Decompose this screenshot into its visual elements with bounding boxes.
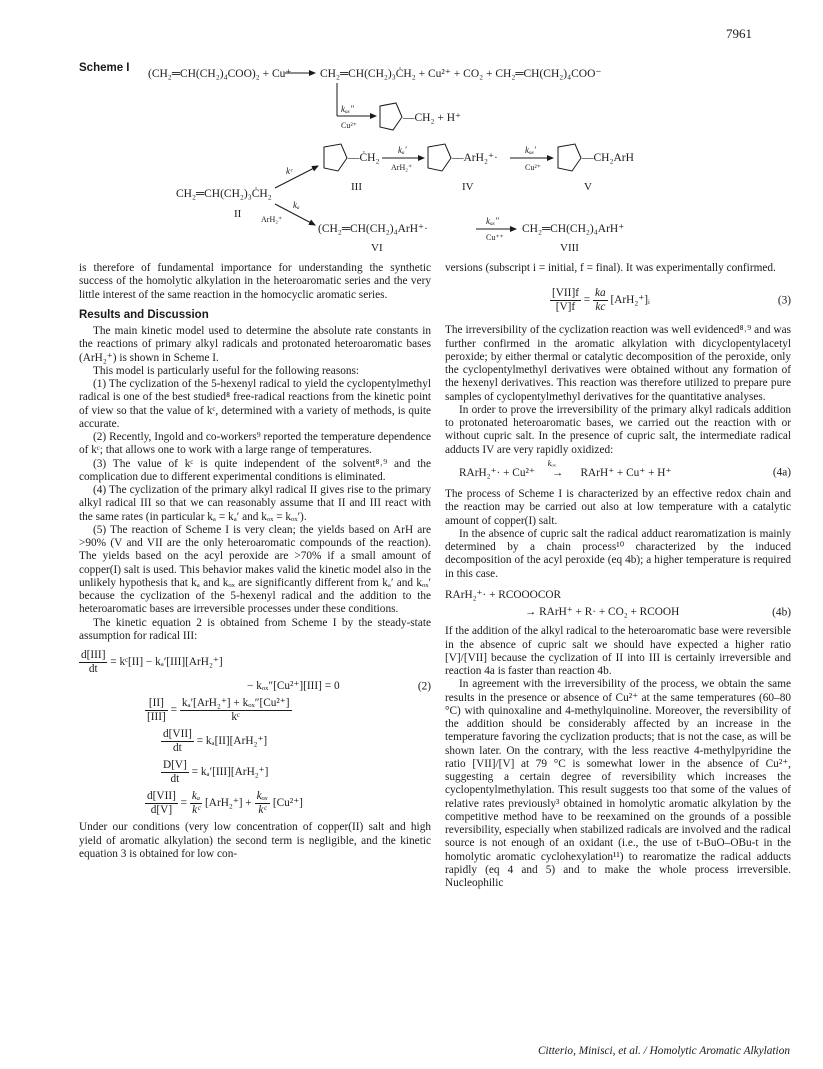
kc-label: kᶜ [286,166,293,176]
kox-prime-label: kₒₓ′ [525,145,537,155]
ka-prime-label: kₐ′ [398,145,407,155]
equation-number: (4b) [772,606,791,618]
paragraph: In agreement with the irreversibility of the process, we obtain the same results in the presence or absence of Cu²⁺ at the same temperatures (60–80 °C) with quinoxaline and 4-methylquinoline. Moreover, the reversibility of the addition should be considerably affected by an increase in the temperature favoring the cyclization products; that is not the case, as will be shown later. On the contrary, with the less reactive 4-methylpyridine the ratio [VII]/[V] at 79 °C is somewhat lower in the absence of Cu²⁺, suggesting a certain degree of reversibility which increases the cyclopentylmethylation. This result suggests too that some of the values of relative rates previously³ obtained in homolytic aromatic alkylation by the competitive method have to be reexamined on the grounds of a possible reversibility, especially when stabilized radicals are involved and the radical source is not enough of an oxidant (i.e., the use of t-BuO–OBu-t in the homolytic aromatic cyclohexylation¹¹) to rearomatize the radical adducts rapidly (eq 4 and 5) and to make the whole process irreversible. Nucleophilic [445,678,791,889]
scheme-i-diagram [0,0,823,260]
arrow-kc [275,166,318,188]
cyclopentane-ring-icon [428,144,451,171]
equation-4b-line2: → RArH⁺ + R· + CO₂ + RCOOH (4b) [525,606,791,618]
cyclopentane-ring-icon [558,144,581,171]
arh2-label-2: ArH₂⁺ [261,215,283,224]
paragraph: Under our conditions (very low concentration of copper(II) salt and high yield of aromatic alkylation) the second term is negligible, and the kinetic equation 3 is obtained for low con- [79,821,431,860]
running-footer: Citterio, Minisci, et al. / Homolytic Aromatic Alkylation [537,1045,790,1057]
paragraph: This model is particularly useful for the following reasons: [93,364,360,377]
cupp-label: Cu⁺⁺ [486,233,504,242]
equation-2a: $\frac{\text{d[III]}}{dt}$ = kᶜ[II] − kₐ′[III][ArH₂⁺] [81,649,223,675]
ch2-h-product: —CH₂ + H⁺ [403,112,462,124]
equation-3: $\frac{\text{[VII]f}}{[V]f}$ = $\frac{ka}{kc}$ [ArH₂⁺]ᵢ (3) [552,287,791,314]
label-iii: III [351,181,362,193]
label-vi: VI [371,242,383,254]
paragraph: is therefore of fundamental importance for understanding the synthetic success of the homolytic alkylation in the heteroaromatic series and the very little interest of the same reaction in the homocyclic aromatic series. [79,262,431,301]
ka-label: kₐ [293,200,300,210]
equation-number: (2) [417,680,431,692]
paragraph: The main kinetic model used to determine the absolute rate constants in the reactions of primary alkyl radicals and protonated heteroaromatic bases (ArH₂⁺) is shown in Scheme I. [79,325,431,364]
cu2-label-2: Cu²⁺ [525,163,541,172]
list-item: (2) Recently, Ingold and co-workers⁹ reported the temperature dependence of kᶜ; that allows one to work with a large range of temperatures. [79,431,431,457]
equation-2b: − kₒₓ″[Cu²⁺][III] = 0 (2) [247,680,431,692]
paragraph: If the addition of the alkyl radical to the heteroaromatic base were reversible in the absence of cupric salt we should have expected a higher ratio [V]/[VII] because the cyclization of II into III is certainly irreversible and reaction 4a is faster than reaction 4b. [445,625,791,677]
products-row1: CH₂═CH(CH₂)₃ĊH₂ + Cu²⁺ + CO₂ + CH₂═CH(CH₂)₄COO⁻ [320,68,602,80]
list-item: (4) The cyclization of the primary alkyl radical II gives rise to the primary alkyl radical III so that we can reasonably assume that II and III react with the same rates (in particular kₐ = kₐ′ and kₒₓ = kₒₓ′). [79,484,431,523]
equation-2e: $\frac{D[V]}{dt}$ = kₐ′[III][ArH₂⁺] [163,759,269,786]
left-column [79,262,431,861]
equation-number: (4a) [772,466,791,479]
label-iv: IV [462,181,474,193]
product-viii: CH₂═CH(CH₂)₄ArH⁺ [522,223,625,235]
label-v: V [584,181,592,193]
kox-double-prime-label: kₒₓ″ [341,104,354,114]
label-viii: VIII [560,242,579,254]
equation-4b-line1: RArH₂⁺· + RCOOOCOR [445,588,562,601]
paragraph: In order to prove the irreversibility of the primary alkyl radicals addition to protonated heteroaromatic bases, we carried out the reaction with or without cupric salt. In the presence of cupric salt, the intermediate radical adducts IV are very rapidly oxidized: [445,403,791,456]
label-ii: II [234,208,242,220]
list-item: (5) The reaction of Scheme I is very clean; the yields based on ArH are >90% (V and VII are the only heteroaromatic compounds of the reaction). The yields based on the acyl peroxide are >70% if a small amount of copper(I) salt is used. This behavior makes valid the kinetic model also in the unlikely hypothesis that kₐ and kₒₓ are significantly different from kₐ′ and kₒₓ′ because the cyclization of the 5-hexenyl radical and the addition to the heteroaromatic bases are irreversible processes under these conditions. [79,523,431,616]
cyclopentane-ring-icon [380,103,402,130]
paragraph: The kinetic equation 2 is obtained from Scheme I by the steady-state assumption for radical III: [79,616,431,642]
radical-ii: CH₂═CH(CH₂)₃ĊH₂ [176,188,272,200]
paragraph: versions (subscript i = initial, f = final). It was experimentally confirmed. [445,262,776,274]
section-heading: Results and Discussion [79,308,209,321]
equation-2f: $\frac{\text{d[VII]}}{d[V]}$ = $\frac{\text{kₐ}}{\text{kᶜ}}$ [ArH₂⁺] + $\frac{\text{kₒₓ}}{\text{kᶜ}}$ [Cu²⁺] [147,790,303,817]
product-v: —CH₂ArH [582,152,634,164]
arh2-label: ArH₂⁺ [391,163,413,172]
paragraph: In the absence of cupric salt the radical adduct rearomatization is mainly determined by a chain process¹⁰ characterized by the induced decomposition of the acyl peroxide (eq 4b); a higher temperature is required in this case. [445,527,791,580]
reactant-peroxide: (CH₂═CH(CH₂)₄COO)₂ + Cu⁺ [148,68,292,80]
radical-adduct-iv: —ArH₂⁺· [452,152,498,164]
list-item: (1) The cyclization of the 5-hexenyl radical to yield the cyclopentylmethyl radical is one of the best studied⁸ free-radical reactions from the kinetic point of view so that the value of kᶜ, determined with a variety of methods, is quite accurate. [79,378,431,430]
equation-2c: $\frac{[II]}{\text{[III]}}$ = $\frac{\text{kₐ′[ArH₂⁺] + kₒₓ″[Cu²⁺]}}{\text{kᶜ}}$ [147,697,290,724]
paragraph: The irreversibility of the cyclization reaction was well evidenced⁸˒⁹ and was further confirmed in the aromatic alkylation with dicyclopentylacetyl peroxide; by either thermal or catalytic decomposition of the peroxide, only the cyclopentylmethyl derivatives were obtained without any formation of the hexenyl derivatives. This reaction was therefore utilized to prepare pure samples of cyclopentylmethyl derivatives for the quantitative analyses. [445,324,791,403]
list-item: (3) The value of kᶜ is quite independent of the solvent⁸˒⁹ and the complication due to different experimental conditions is eliminated. [79,457,431,483]
kox-double-label-2: kₒₓ″ [486,216,499,226]
equation-4a: RArH₂⁺· + Cu²⁺ kₒₓ → RArH⁺ + Cu⁺ + H⁺ (4a) [459,457,791,479]
page-number: 7961 [726,26,752,41]
scheme-label: Scheme I [79,62,130,74]
equation-2d: $\frac{\text{d[VII]}}{dt}$ = kₐ[II][ArH₂⁺] [163,728,268,755]
radical-iii: —ĊH₂ [348,152,380,164]
cyclopentane-ring-icon [324,144,347,171]
adduct-vi: (CH₂═CH(CH₂)₄ArH⁺· [318,223,428,235]
right-column [445,262,791,890]
paragraph: The process of Scheme I is characterized by an effective redox chain and the reaction may be carried out also at low temperature with a catalytic amount of copper(I) salt. [445,488,791,527]
equation-number: (3) [777,294,791,307]
cu2-label: Cu²⁺ [341,121,357,130]
